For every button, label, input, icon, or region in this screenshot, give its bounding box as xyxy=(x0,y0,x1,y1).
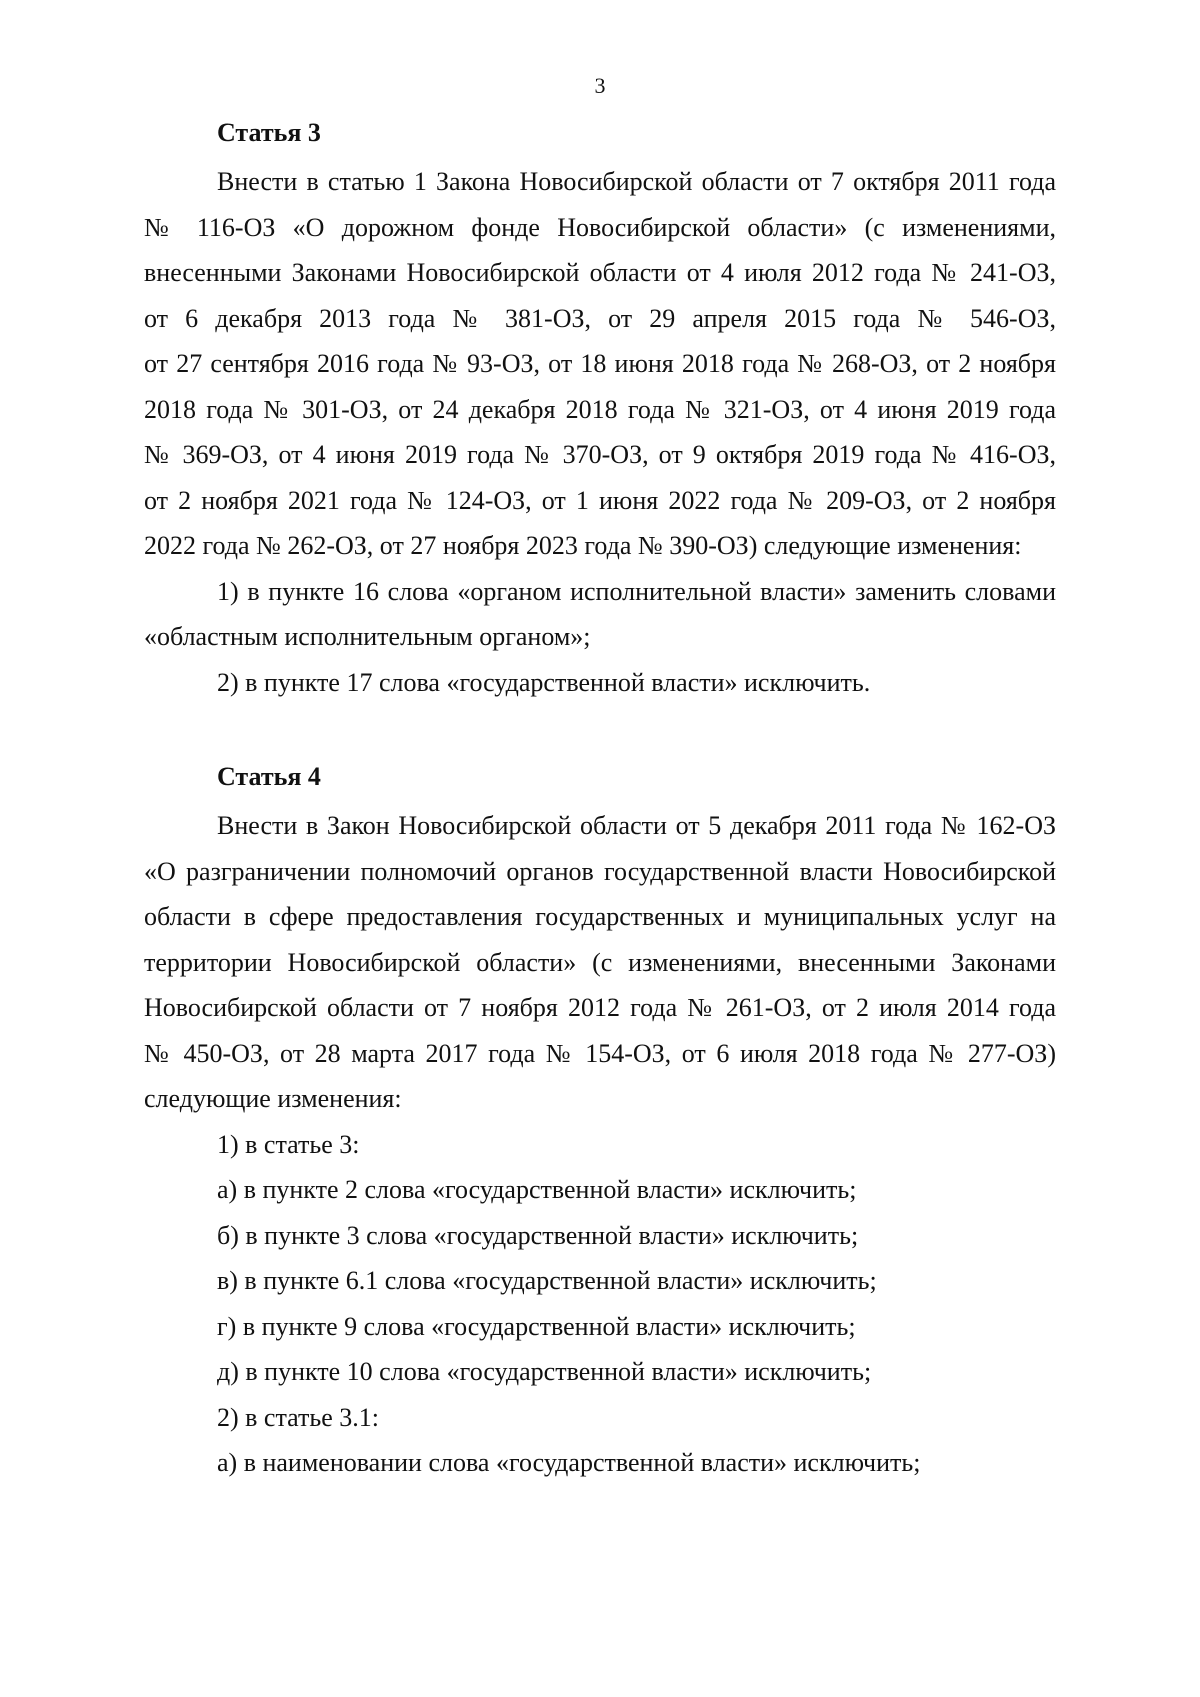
article-4 xyxy=(144,757,1056,1486)
article-3-item: «областным исполнительным органом»; xyxy=(144,622,591,651)
article-4-title: Статья 4 xyxy=(217,762,321,791)
article-4-item: г) в пункте 9 слова «государственной власти» исключить; xyxy=(217,1311,856,1341)
article-3-line: № 369-ОЗ, от 4 июня 2019 года № 370-ОЗ, от 9 октября 2019 года № 416-ОЗ, xyxy=(144,440,1056,469)
article-4-item: а) в наименовании слова «государственной власти» исключить; xyxy=(217,1448,921,1477)
article-3 xyxy=(144,113,1056,705)
article-4-item: б) в пункте 3 слова «государственной власти» исключить; xyxy=(217,1220,859,1250)
article-4-line: следующие изменения: xyxy=(144,1084,402,1113)
article-4-line: территории Новосибирской области» (с изменениями, внесенными Законами xyxy=(144,947,1056,977)
article-4-item: в) в пункте 6.1 слова «государственной власти» исключить; xyxy=(217,1266,877,1295)
article-4-line: Новосибирской области от 7 ноября 2012 года № 261-ОЗ, от 2 июля 2014 года xyxy=(144,993,1056,1022)
article-4-item: 2) в статье 3.1: xyxy=(217,1402,380,1432)
article-4-line: «О разграничении полномочий органов государственной власти Новосибирской xyxy=(144,856,1056,886)
article-4-item: 1) в статье 3: xyxy=(217,1129,360,1159)
article-4-line: № 450-ОЗ, от 28 марта 2017 года № 154-ОЗ, от 6 июля 2018 года № 277-ОЗ) xyxy=(144,1038,1056,1068)
article-3-title: Статья 3 xyxy=(217,118,321,147)
article-3-line: 2018 года № 301-ОЗ, от 24 декабря 2018 года № 321-ОЗ, от 4 июня 2019 года xyxy=(144,394,1056,424)
article-3-line: от 27 сентября 2016 года № 93-ОЗ, от 18 июня 2018 года № 268-ОЗ, от 2 ноября xyxy=(144,349,1056,378)
page-number: 3 xyxy=(594,73,606,98)
article-3-line: 2022 года № 262-ОЗ, от 27 ноября 2023 года № 390-ОЗ) следующие изменения: xyxy=(144,531,1022,560)
article-4-line: области в сфере предоставления государственных и муниципальных услуг на xyxy=(144,902,1056,931)
article-3-item: 1) в пункте 16 слова «органом исполнительной власти» заменить словами xyxy=(217,576,1056,606)
article-4-item: а) в пункте 2 слова «государственной власти» исключить; xyxy=(217,1175,857,1204)
article-3-line: № 116-ОЗ «О дорожном фонде Новосибирской области» (с изменениями, xyxy=(144,212,1056,242)
article-3-line: от 2 ноября 2021 года № 124-ОЗ, от 1 июня 2022 года № 209-ОЗ, от 2 ноября xyxy=(144,485,1056,515)
article-3-line: Внести в статью 1 Закона Новосибирской области от 7 октября 2011 года xyxy=(217,167,1056,196)
document-body xyxy=(144,113,1056,1486)
article-4-item: д) в пункте 10 слова «государственной власти» исключить; xyxy=(217,1357,872,1386)
article-3-item: 2) в пункте 17 слова «государственной власти» исключить. xyxy=(217,667,871,697)
article-3-line: внесенными Законами Новосибирской области от 4 июля 2012 года № 241-ОЗ, xyxy=(144,258,1056,287)
article-4-line: Внести в Закон Новосибирской области от 5 декабря 2011 года № 162-ОЗ xyxy=(217,811,1056,840)
article-3-line: от 6 декабря 2013 года № 381-ОЗ, от 29 апреля 2015 года № 546-ОЗ, xyxy=(144,303,1056,333)
